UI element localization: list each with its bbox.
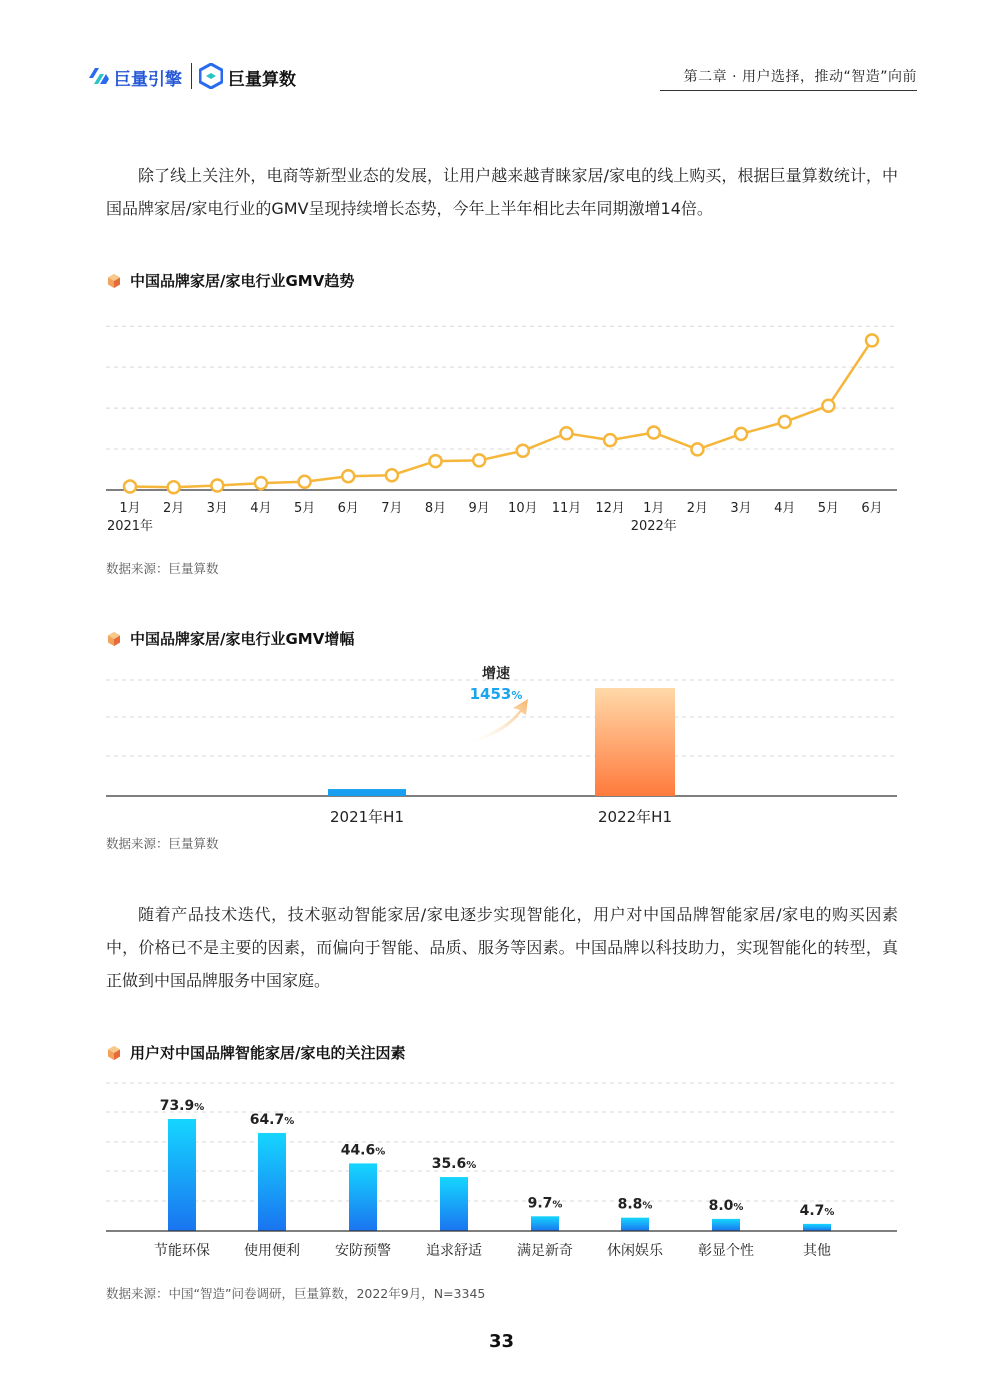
- bar-其他: [803, 1224, 831, 1231]
- bar-2021-h1: [328, 789, 406, 796]
- bar-value-label: 64.7%: [249, 1111, 295, 1128]
- x-tick-label: 追求舒适: [426, 1243, 482, 1259]
- growth-arrow-icon: [470, 699, 528, 743]
- attention-factors-bar-chart: [0, 1070, 1003, 1265]
- data-point: [473, 454, 485, 466]
- chart3-title-text: 用户对中国品牌智能家居/家电的关注因素: [130, 1044, 406, 1062]
- logo-juliang-suanshu-text: 巨量算数: [228, 70, 296, 90]
- data-point: [604, 434, 616, 446]
- x-tick-label: 休闲娱乐: [607, 1243, 663, 1259]
- bar-value-label: 35.6%: [431, 1156, 477, 1173]
- bar-满足新奇: [531, 1216, 559, 1231]
- bar-彰显个性: [712, 1219, 740, 1231]
- x-tick-label: 使用便利: [244, 1243, 300, 1259]
- x-tick-label: 8月: [424, 501, 447, 516]
- chart2-title-text: 中国品牌家居/家电行业GMV增幅: [130, 630, 355, 648]
- x-tick-label: 6月: [861, 501, 883, 516]
- bar-value-label: 8.0%: [708, 1197, 744, 1214]
- page-number: 33: [488, 1331, 515, 1352]
- paragraph-smart-home: 随着产品技术迭代，技术驱动智能家居/家电逐步实现智能化，用户对中国品牌智能家居/家电的购买因素中，价格已不是主要的因素，而偏向于智能、品质、服务等因素。中国品牌以科技助力，实现智能化的转型，真正做到中国品牌服务中国家庭。: [106, 905, 898, 990]
- x-tick-label: 4月: [774, 501, 796, 516]
- data-point: [560, 427, 572, 439]
- data-point: [517, 445, 529, 457]
- hexagon-bullet-icon: [106, 631, 122, 647]
- data-point: [124, 481, 136, 493]
- chart1-title: [106, 270, 354, 291]
- x-tick-label: 其他: [803, 1243, 831, 1259]
- data-point: [342, 470, 354, 482]
- gmv-growth-bar-chart: [0, 655, 1003, 830]
- x-tick-label: 彰显个性: [698, 1243, 754, 1259]
- bar-2022-h1: [595, 688, 675, 796]
- paragraph-gmv-intro: 除了线上关注外，电商等新型业态的发展，让用户越来越青睐家居/家电的线上购买，根据巨量算数统计，中国品牌家居/家电行业的GMV呈现持续增长态势，今年上半年相比去年同期激增14倍。: [106, 166, 898, 218]
- growth-label: 增速: [482, 666, 510, 682]
- bar-value-label: 8.8%: [617, 1196, 653, 1213]
- x-tick-label: 10月: [508, 501, 538, 516]
- x-tick-label: 节能环保: [154, 1243, 210, 1259]
- bar-value-label: 4.7%: [799, 1202, 835, 1219]
- data-point: [168, 481, 180, 493]
- chapter-heading: 第二章 · 用户选择，推动“智造”向前: [683, 69, 917, 85]
- bar-value-label: 73.9%: [159, 1098, 205, 1114]
- chart1-title-text: 中国品牌家居/家电行业GMV趋势: [130, 272, 355, 290]
- x-tick-label: 9月: [468, 501, 490, 516]
- data-point: [866, 334, 878, 346]
- x-tick-label: 2月: [163, 501, 185, 516]
- hexagon-bullet-icon: [106, 1045, 122, 1061]
- chart2-title: [106, 628, 354, 649]
- chapter-underline: [660, 90, 917, 91]
- chart2-source: 数据来源：巨量算数: [106, 836, 219, 851]
- x-tick-label: 安防预警: [335, 1243, 391, 1259]
- bar-安防预警: [349, 1163, 377, 1231]
- x-tick-label: 6月: [337, 501, 359, 516]
- logo-divider: [191, 63, 192, 89]
- bar-value-label: 9.7%: [527, 1195, 563, 1212]
- x-tick-label: 3月: [206, 501, 228, 516]
- bar-追求舒适: [440, 1177, 468, 1231]
- x-tick-label: 1月: [643, 501, 665, 516]
- data-point: [430, 455, 442, 467]
- bar-使用便利: [258, 1133, 286, 1231]
- x-tick-label: 2月: [686, 501, 709, 516]
- bar-value-label: 44.6%: [340, 1142, 386, 1159]
- data-point: [822, 400, 834, 412]
- x-tick-label: 1月: [119, 501, 141, 516]
- chart1-source: 数据来源：巨量算数: [106, 561, 219, 576]
- data-point: [648, 427, 660, 439]
- chart3-title: [106, 1042, 405, 1063]
- data-point: [691, 443, 703, 455]
- data-point: [299, 476, 311, 488]
- data-point: [735, 428, 747, 440]
- data-point: [386, 469, 398, 481]
- x-tick-label: 5月: [817, 501, 839, 516]
- data-point: [255, 477, 267, 489]
- x-tick-label: 满足新奇: [517, 1243, 573, 1259]
- gmv-trend-line: [130, 340, 872, 487]
- x-year-label: 2021年: [106, 519, 154, 534]
- bar-休闲娱乐: [621, 1218, 649, 1231]
- chart3-source: 数据来源：中国“智造”问卷调研，巨量算数，2022年9月，N=3345: [106, 1286, 486, 1301]
- logo-juliang-engine-text: 巨量引擎: [114, 70, 182, 90]
- juliang-suanshu-logo-icon: [199, 63, 223, 89]
- hexagon-bullet-icon: [106, 273, 122, 289]
- bar-节能环保: [168, 1119, 196, 1231]
- x-tick-label: 2021年H1: [330, 808, 404, 826]
- x-tick-label: 4月: [250, 501, 272, 516]
- gmv-trend-line-chart: [0, 300, 1003, 540]
- juliang-engine-logo-icon: [86, 64, 110, 88]
- x-tick-label: 3月: [730, 501, 752, 516]
- x-year-label: 2022年: [630, 519, 677, 534]
- x-tick-label: 11月: [551, 501, 582, 516]
- x-tick-label: 7月: [381, 501, 403, 516]
- data-point: [779, 416, 791, 428]
- x-tick-label: 2022年H1: [598, 808, 672, 826]
- growth-value: 1453%: [469, 685, 523, 703]
- data-point: [211, 480, 223, 492]
- x-tick-label: 5月: [293, 501, 316, 516]
- x-tick-label: 12月: [595, 501, 625, 516]
